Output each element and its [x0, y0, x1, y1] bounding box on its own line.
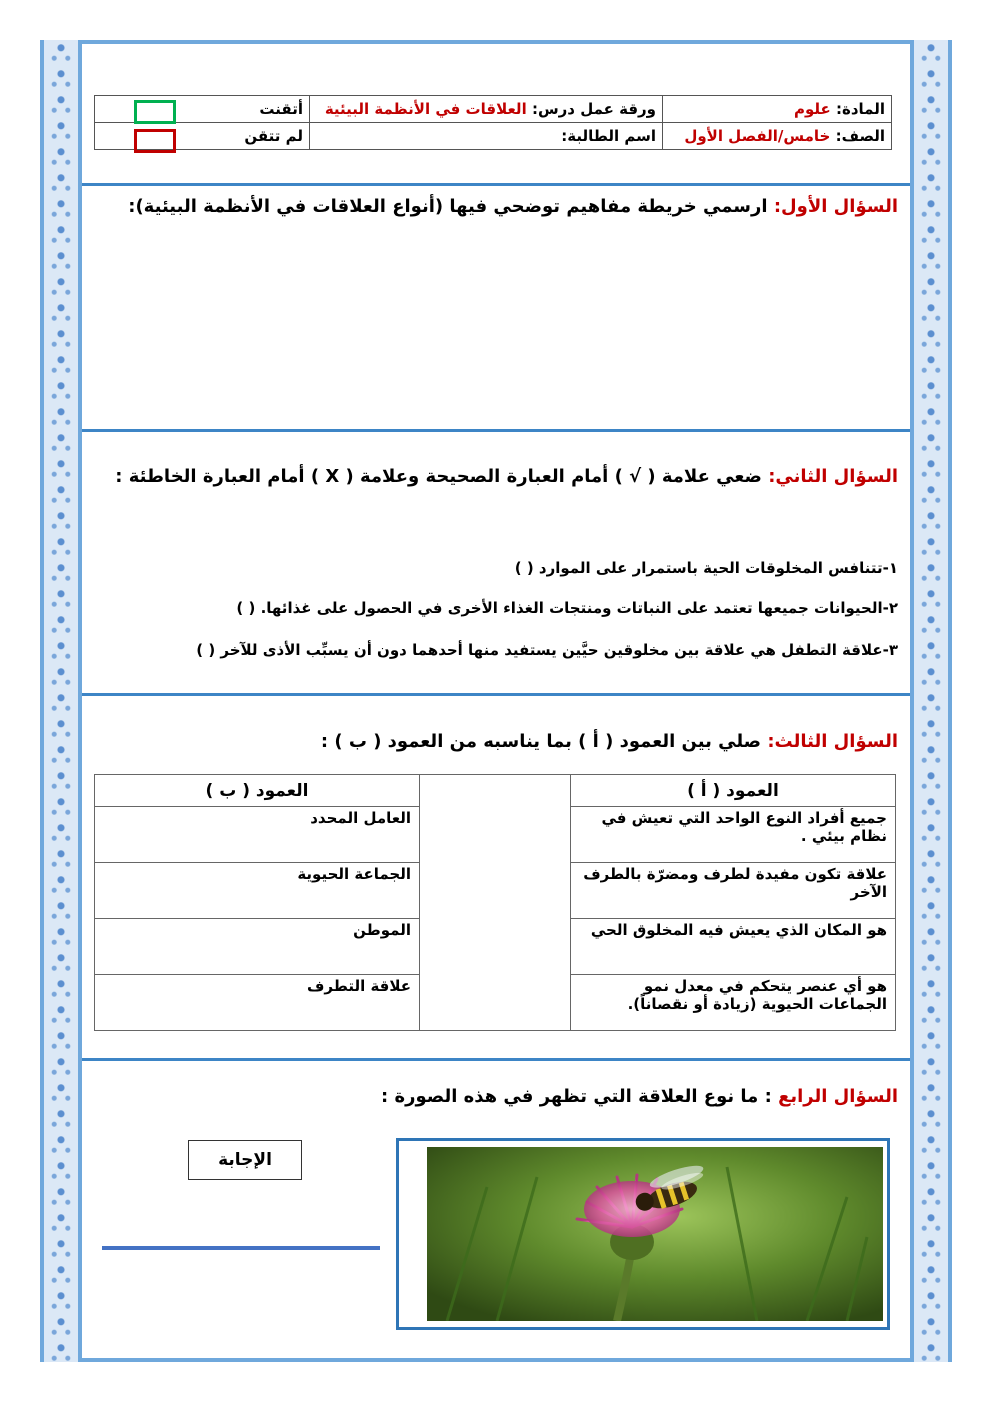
- question-2: السؤال الثاني: ضعي علامة ( √ ) أمام العبارة الصحيحة وعلامة ( X ) أمام العبارة الخاطئة :: [115, 466, 898, 487]
- column-a-item[interactable]: هو المكان الذي يعيش فيه المخلوق الحي: [570, 919, 895, 975]
- column-a-item[interactable]: جميع أفراد النوع الواحد التي تعيش في نظام بيئي .: [570, 807, 895, 863]
- decorative-border-right: [914, 40, 948, 1362]
- question-1: السؤال الأول: ارسمي خريطة مفاهيم توضحي فيها (أنواع العلاقات في الأنظمة البيئية):: [128, 196, 898, 217]
- question-4: السؤال الرابع : ما نوع العلاقة التي تظهر في هذه الصورة :: [380, 1086, 898, 1107]
- worksheet-title: العلاقات في الأنظمة البيئية: [324, 100, 527, 118]
- column-b-item[interactable]: الموطن: [95, 919, 420, 975]
- mastered-checkbox[interactable]: [134, 100, 176, 124]
- column-a-header: العمود ( أ ): [570, 775, 895, 807]
- divider: [82, 183, 910, 186]
- column-b-item[interactable]: العامل المحدد: [95, 807, 420, 863]
- header-table: [94, 95, 892, 150]
- statement-2[interactable]: ٢-الحيوانات جميعها تعتمد على النباتات ومنتجات الغذاء الأخرى في الحصول على غذائها. ( ): [236, 599, 898, 617]
- divider: [82, 429, 910, 432]
- question-3: السؤال الثالث: صلي بين العمود ( أ ) بما يناسبه من العمود ( ب ) :: [320, 731, 898, 752]
- matching-gap[interactable]: [420, 775, 571, 1031]
- statement-1[interactable]: ١-تتنافس المخلوقات الحية باستمرار على الموارد ( ): [514, 559, 898, 577]
- student-name-cell[interactable]: اسم الطالبة:: [310, 123, 663, 150]
- answer-line[interactable]: [102, 1246, 380, 1250]
- column-b-item[interactable]: علاقة التطرف: [95, 975, 420, 1031]
- column-b-item[interactable]: الجماعة الحيوية: [95, 863, 420, 919]
- matching-table: [94, 774, 896, 1031]
- not-mastered-cell[interactable]: لم تتقن: [95, 123, 310, 150]
- mastered-cell[interactable]: أتقنت: [95, 96, 310, 123]
- column-a-item[interactable]: علاقة تكون مفيدة لطرف ومضرّة بالطرف الآخر: [570, 863, 895, 919]
- subject-cell: المادة: علوم: [663, 96, 892, 123]
- flower-bee-photo: [427, 1147, 883, 1321]
- grade-cell: الصف: خامس/الفصل الأول: [663, 123, 892, 150]
- answer-label-box: الإجابة: [188, 1140, 302, 1180]
- column-b-header: العمود ( ب ): [95, 775, 420, 807]
- not-mastered-checkbox[interactable]: [134, 129, 176, 153]
- column-a-item[interactable]: هو أي عنصر يتحكم في معدل نمو الجماعات الحيوية (زيادة أو نقصاناً).: [570, 975, 895, 1031]
- grade-value: خامس/الفصل الأول: [684, 127, 831, 145]
- divider: [82, 1058, 910, 1061]
- statement-3[interactable]: ٣-علاقة التطفل هي علاقة بين مخلوقين حيَّين يستفيد منها أحدهما دون أن يسبِّب الأذى للآخر ( ): [196, 641, 898, 659]
- concept-map-area[interactable]: [100, 230, 890, 420]
- photo-frame: [396, 1138, 890, 1330]
- decorative-border-left: [44, 40, 78, 1362]
- subject-value: علوم: [793, 100, 831, 118]
- divider: [82, 693, 910, 696]
- worksheet-cell: ورقة عمل درس: العلاقات في الأنظمة البيئية: [310, 96, 663, 123]
